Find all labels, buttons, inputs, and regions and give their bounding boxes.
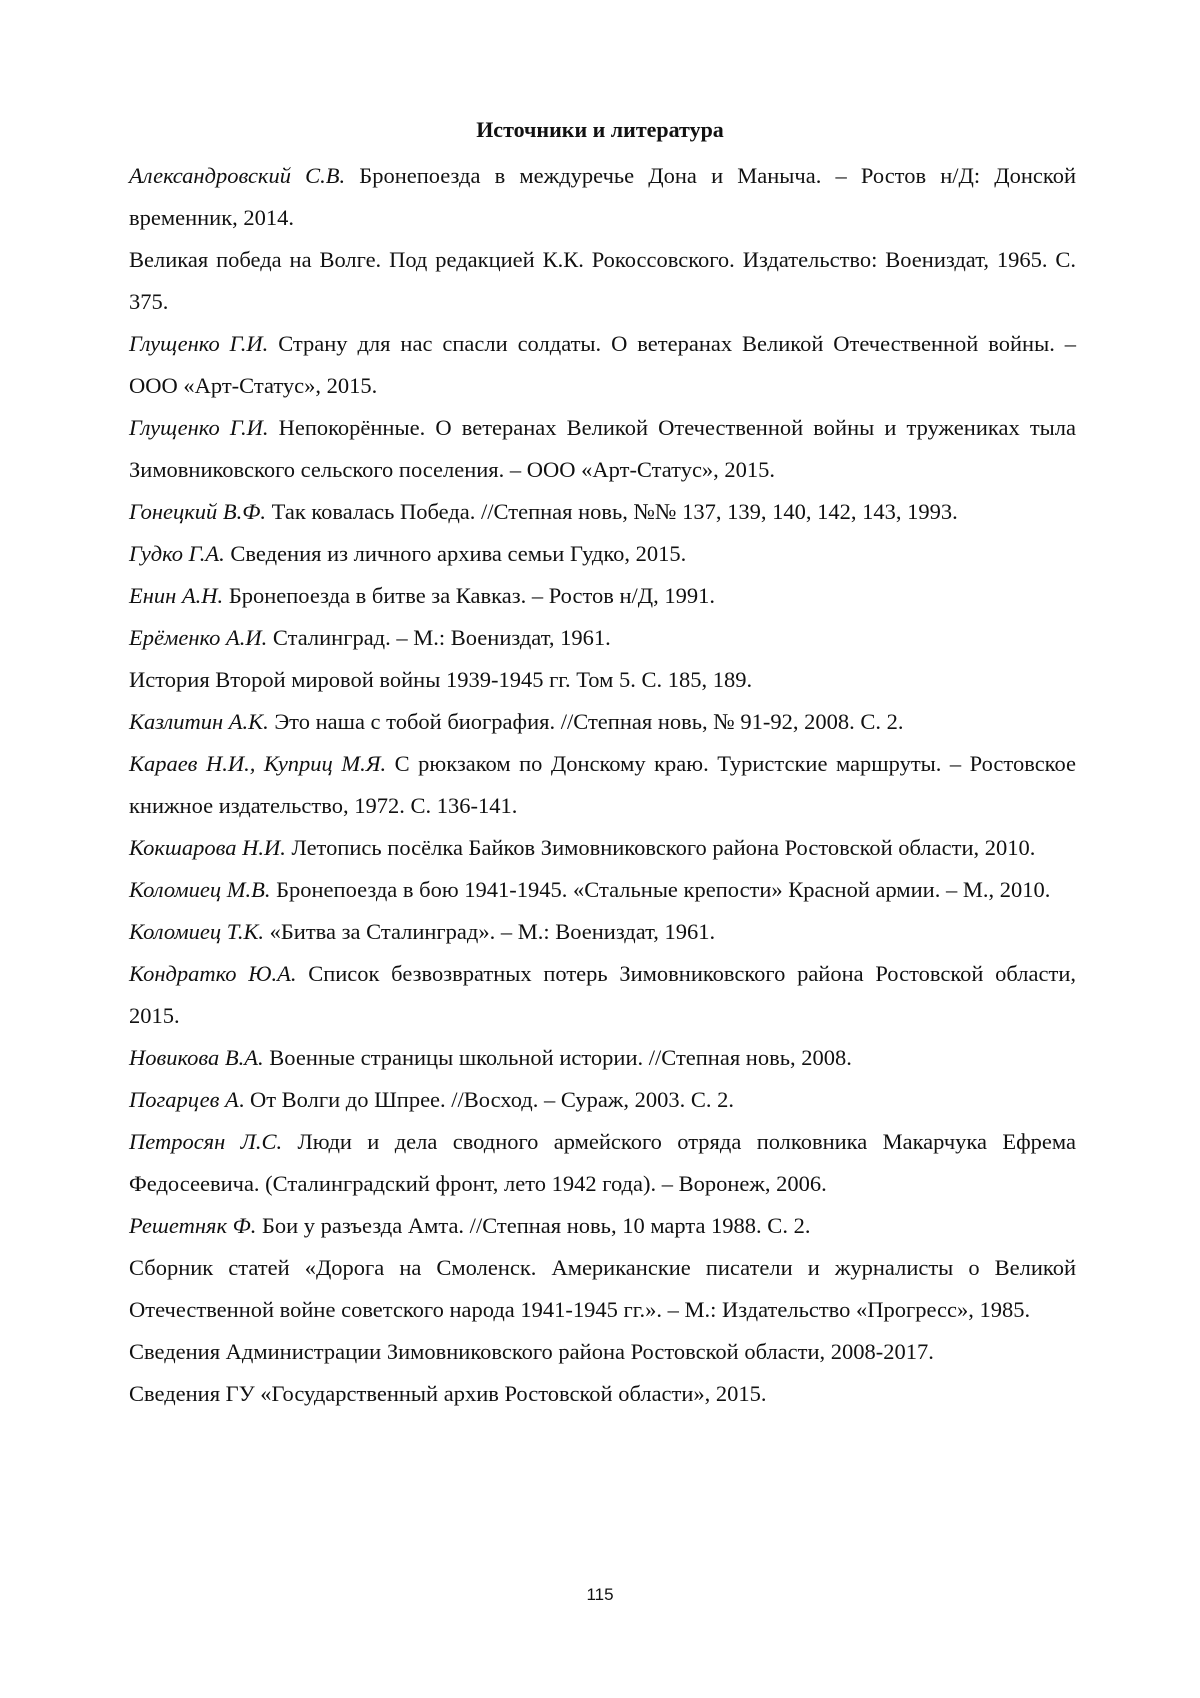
reference-item <box>129 239 1076 323</box>
reference-author: Решетняк Ф. <box>129 1213 257 1238</box>
reference-author: Кокшарова Н.И. <box>129 835 286 860</box>
reference-text: Бронепоезда в бою 1941-1945. «Стальные крепости» Красной армии. – М., 2010. <box>270 877 1051 902</box>
reference-text: Это наша с тобой биография. //Степная новь, № 91-92, 2008. С. 2. <box>268 709 904 734</box>
reference-item <box>129 1205 1076 1247</box>
reference-text: Люди и дела сводного армейского отряда полковника Макарчука Ефрема Федосеевича. (Сталинградский фронт, лето 1942 года). – Воронеж, 2006. <box>129 1129 1076 1196</box>
reference-author: Ерёменко А.И. <box>129 625 268 650</box>
reference-item <box>129 617 1076 659</box>
reference-item <box>129 827 1076 869</box>
reference-text: Сведения из личного архива семьи Гудко, 2015. <box>224 541 687 566</box>
reference-author: Новикова В.А. <box>129 1045 264 1070</box>
reference-author: Коломиец М.В. <box>129 877 271 902</box>
reference-text: История Второй мировой войны 1939-1945 гг. Том 5. С. 185, 189. <box>129 667 753 692</box>
reference-item <box>129 155 1076 239</box>
reference-item <box>129 659 1076 701</box>
reference-item <box>129 953 1076 1037</box>
reference-text: Бронепоезда в междуречье Дона и Маныча. – Ростов н/Д: Донской временник, 2014. <box>129 163 1077 230</box>
reference-author: Александровский С.В. <box>129 163 346 188</box>
reference-item <box>129 575 1076 617</box>
reference-text: Сведения ГУ «Государственный архив Ростовской области», 2015. <box>129 1381 767 1406</box>
reference-author: Глущенко Г.И. <box>129 331 269 356</box>
reference-text: Сталинград. – М.: Воениздат, 1961. <box>267 625 611 650</box>
reference-text: Непокорённые. О ветеранах Великой Отечественной войны и тружениках тыла Зимовниковского сельского поселения. – ООО «Арт-Статус», 2015. <box>129 415 1076 482</box>
reference-item <box>129 1079 1076 1121</box>
reference-author: Енин А.Н. <box>129 583 224 608</box>
reference-item <box>129 1373 1076 1415</box>
page-number: 115 <box>586 1585 614 1604</box>
reference-text: Сборник статей «Дорога на Смоленск. Американские писатели и журналисты о Великой Отечественной войне советского народа 1941-1945 гг.». – М.: Издательство «Прогресс», 1985. <box>129 1255 1076 1322</box>
reference-item <box>129 407 1076 491</box>
reference-text: Великая победа на Волге. Под редакцией К.К. Рокоссовского. Издательство: Воениздат, 1965. С. 375. <box>129 247 1076 314</box>
reference-text: Летопись посёлка Байков Зимовниковского района Ростовской области, 2010. <box>285 835 1036 860</box>
reference-item <box>129 911 1076 953</box>
reference-text: Страну для нас спасли солдаты. О ветеранах Великой Отечественной войны. – ООО «Арт-Статус», 2015. <box>129 331 1076 398</box>
reference-text: . От Волги до Шпрее. //Восход. – Сураж, 2003. С. 2. <box>238 1087 734 1112</box>
reference-item <box>129 323 1076 407</box>
reference-text: Так ковалась Победа. //Степная новь, №№ 137, 139, 140, 142, 143, 1993. <box>266 499 958 524</box>
reference-item <box>129 1247 1076 1331</box>
reference-item <box>129 1121 1076 1205</box>
reference-author: Караев Н.И., Куприц М.Я. <box>129 751 387 776</box>
reference-item <box>129 701 1076 743</box>
reference-author: Кондратко Ю.А. <box>129 961 297 986</box>
reference-text: Бронепоезда в битве за Кавказ. – Ростов н/Д, 1991. <box>223 583 716 608</box>
reference-author: Глущенко Г.И. <box>129 415 269 440</box>
reference-text: «Битва за Сталинград». – М.: Воениздат, 1961. <box>264 919 716 944</box>
reference-item <box>129 1331 1076 1373</box>
reference-text: Список безвозвратных потерь Зимовниковского района Ростовской области, 2015. <box>129 961 1076 1028</box>
reference-author: Гудко Г.А. <box>129 541 225 566</box>
reference-text: Военные страницы школьной истории. //Степная новь, 2008. <box>263 1045 852 1070</box>
reference-author: Коломиец Т.К. <box>129 919 265 944</box>
reference-item <box>129 743 1076 827</box>
reference-author: Казлитин А.К. <box>129 709 269 734</box>
reference-item <box>129 869 1076 911</box>
reference-item <box>129 491 1076 533</box>
reference-text: Бои у разъезда Амта. //Степная новь, 10 марта 1988. С. 2. <box>256 1213 811 1238</box>
reference-text: Сведения Администрации Зимовниковского района Ростовской области, 2008-2017. <box>129 1339 934 1364</box>
reference-list <box>129 155 1076 1415</box>
section-heading: Источники и литература <box>476 117 724 142</box>
reference-text: С рюкзаком по Донскому краю. Туристские маршруты. – Ростовское книжное издательство, 1972. С. 136-141. <box>129 751 1076 818</box>
reference-item <box>129 1037 1076 1079</box>
reference-author: Гонецкий В.Ф. <box>129 499 267 524</box>
reference-item <box>129 533 1076 575</box>
reference-author: Петросян Л.С. <box>129 1129 283 1154</box>
reference-author: Погарцев А <box>129 1087 239 1112</box>
